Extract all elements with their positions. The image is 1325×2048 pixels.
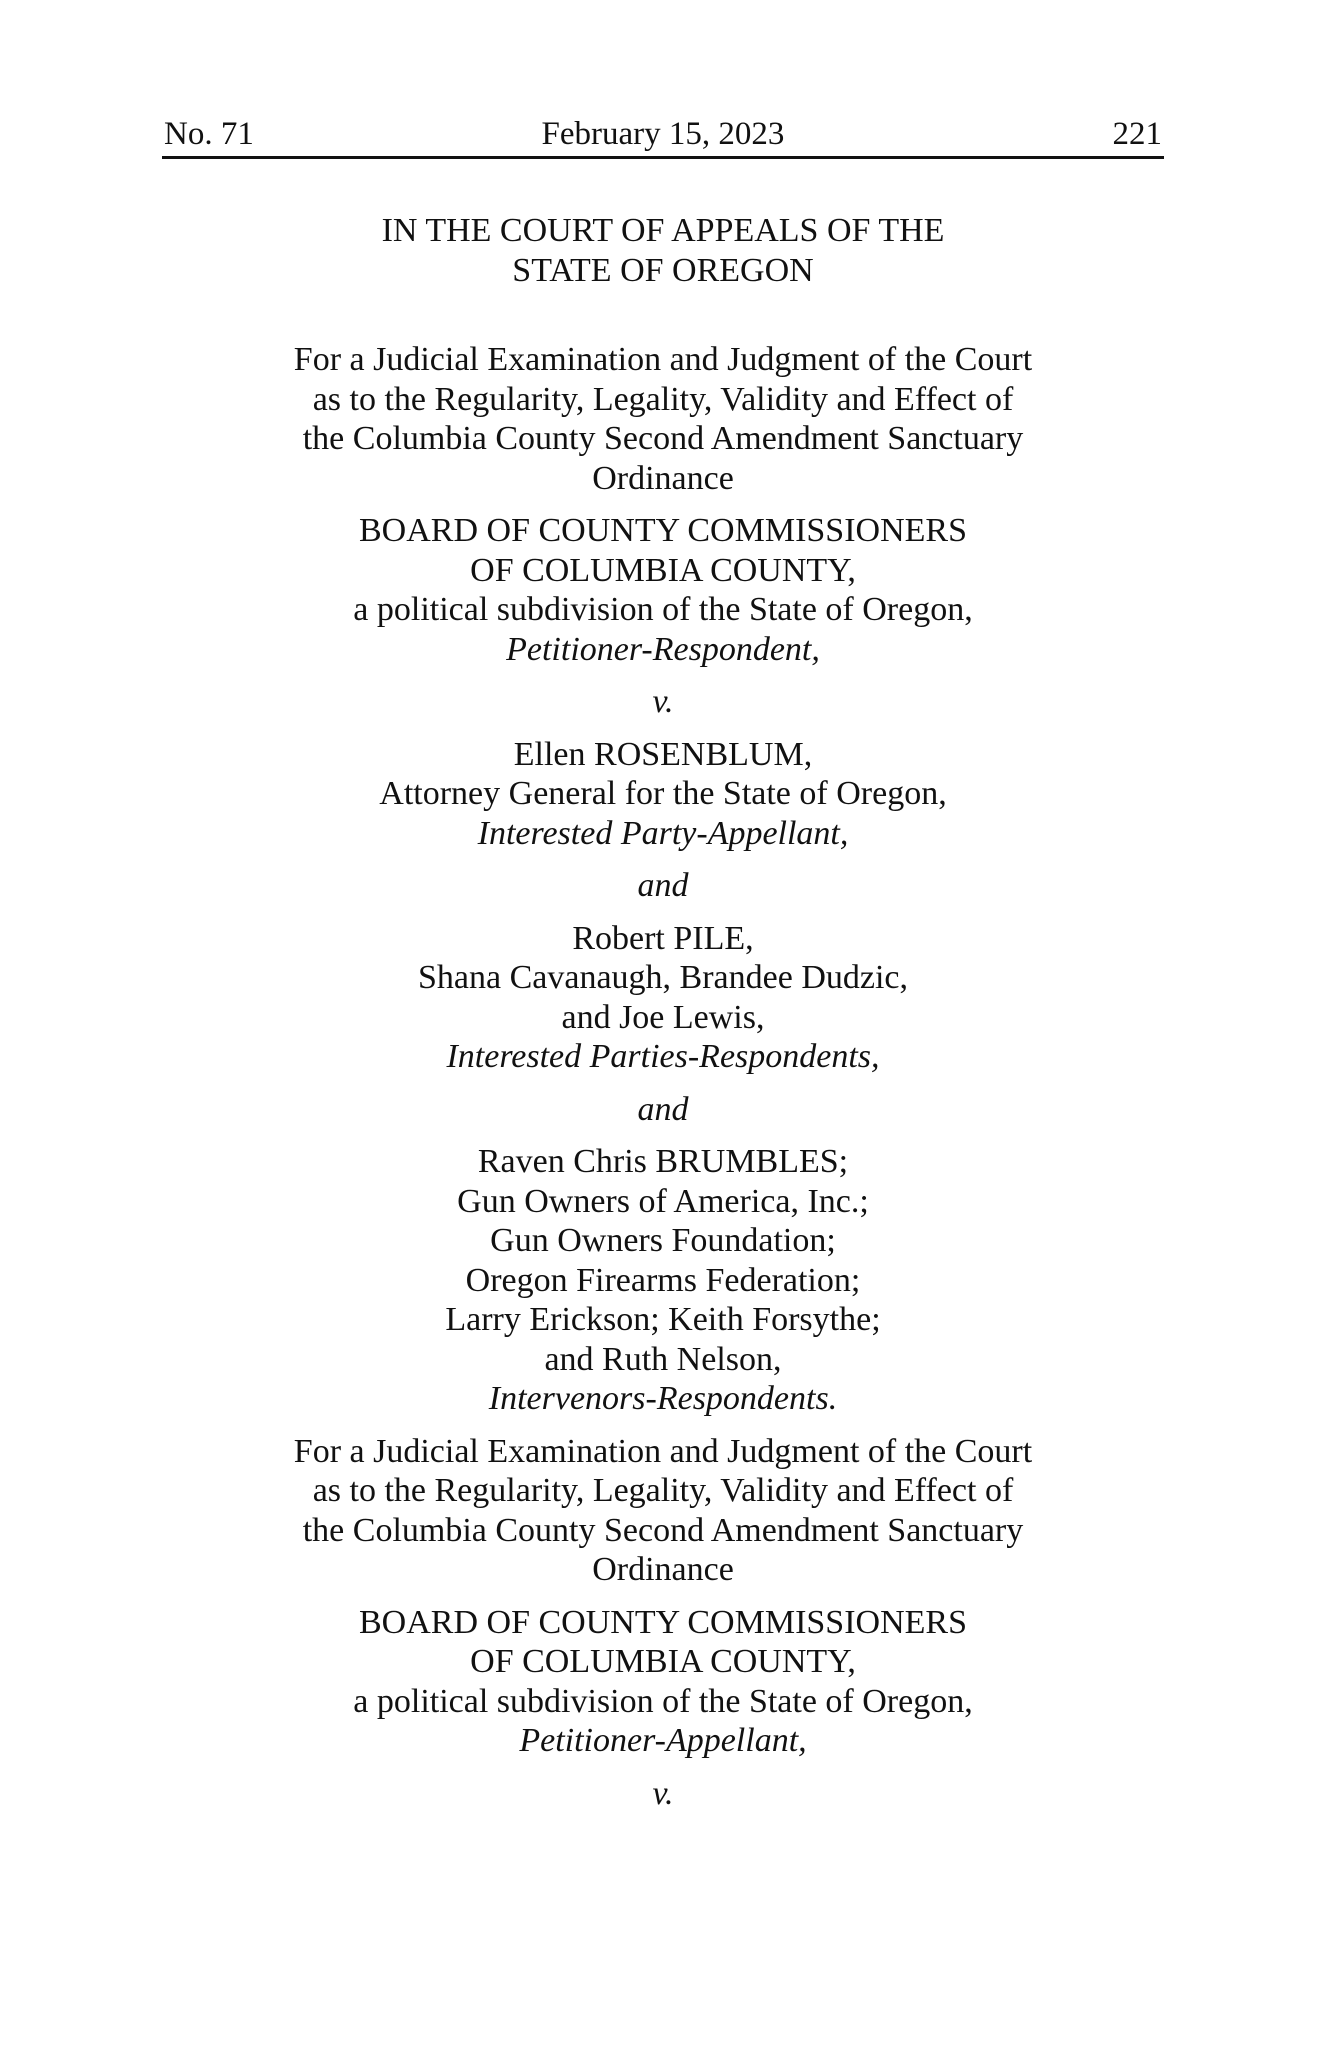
party-line: Raven Chris BRUMBLES;	[477, 1143, 849, 1180]
court-title-line: IN THE COURT OF APPEALS OF THE	[381, 212, 945, 249]
matter-line: Ordinance	[592, 1551, 734, 1588]
party-line: Robert PILE,	[572, 919, 754, 957]
versus-marker	[162, 682, 1164, 722]
appellant-party	[162, 735, 1164, 854]
petitioner-party	[162, 1603, 1164, 1761]
party-role: Petitioner-Respondent,	[506, 630, 820, 668]
party-line: Oregon Firearms Federation;	[465, 1261, 861, 1299]
intervenors-party	[162, 1142, 1164, 1419]
matter-line: Ordinance	[592, 459, 734, 497]
party-role: Interested Party-Appellant,	[477, 814, 849, 852]
case-caption	[162, 211, 1164, 1813]
party-line: OF COLUMBIA COUNTY,	[470, 551, 856, 589]
matter-line: the Columbia County Second Amendment Sanctuary	[302, 420, 1024, 457]
running-header	[162, 112, 1164, 159]
party-line: Ellen ROSENBLUM,	[513, 735, 813, 773]
page-number: 221	[1112, 116, 1162, 152]
party-line: Gun Owners Foundation;	[490, 1222, 836, 1259]
party-line: Larry Erickson; Keith Forsythe;	[445, 1301, 881, 1338]
party-line: and Ruth Nelson,	[544, 1340, 782, 1378]
matter-line: as to the Regularity, Legality, Validity and Effect of	[312, 380, 1014, 418]
court-title	[162, 211, 1164, 290]
versus-marker	[162, 1774, 1164, 1814]
conjunction-marker	[162, 1090, 1164, 1130]
party-role: Interested Parties-Respondents,	[446, 1038, 880, 1075]
conjunction-text: and	[637, 867, 689, 904]
court-title-line: STATE OF OREGON	[512, 251, 814, 289]
matter-line: For a Judicial Examination and Judgment of the Court	[293, 1432, 1033, 1470]
party-line: Attorney General for the State of Oregon,	[379, 775, 947, 812]
matter-description	[162, 1432, 1164, 1590]
party-role: Intervenors-Respondents.	[488, 1380, 838, 1417]
respondents-party	[162, 919, 1164, 1077]
matter-line: as to the Regularity, Legality, Validity and Effect of	[312, 1472, 1014, 1509]
party-line: a political subdivision of the State of Oregon,	[353, 1682, 973, 1720]
party-line: Gun Owners of America, Inc.;	[457, 1182, 869, 1220]
matter-line: For a Judicial Examination and Judgment of the Court	[293, 341, 1033, 378]
decision-date: February 15, 2023	[541, 116, 785, 152]
party-line: a political subdivision of the State of Oregon,	[353, 591, 973, 628]
party-role: Petitioner-Appellant,	[519, 1722, 807, 1759]
versus-text: v.	[652, 683, 674, 720]
party-line: BOARD OF COUNTY COMMISSIONERS	[359, 1603, 967, 1641]
party-line: BOARD OF COUNTY COMMISSIONERS	[359, 512, 967, 549]
petitioner-party	[162, 511, 1164, 669]
party-line: and Joe Lewis,	[561, 998, 765, 1036]
party-line: OF COLUMBIA COUNTY,	[470, 1643, 856, 1680]
matter-description	[162, 340, 1164, 498]
matter-line: the Columbia County Second Amendment Sanctuary	[302, 1511, 1024, 1549]
conjunction-marker	[162, 866, 1164, 906]
case-number: No. 71	[164, 116, 254, 152]
document-page	[162, 112, 1164, 1813]
conjunction-text: and	[637, 1090, 689, 1128]
party-line: Shana Cavanaugh, Brandee Dudzic,	[418, 959, 908, 996]
versus-text: v.	[652, 1774, 674, 1812]
